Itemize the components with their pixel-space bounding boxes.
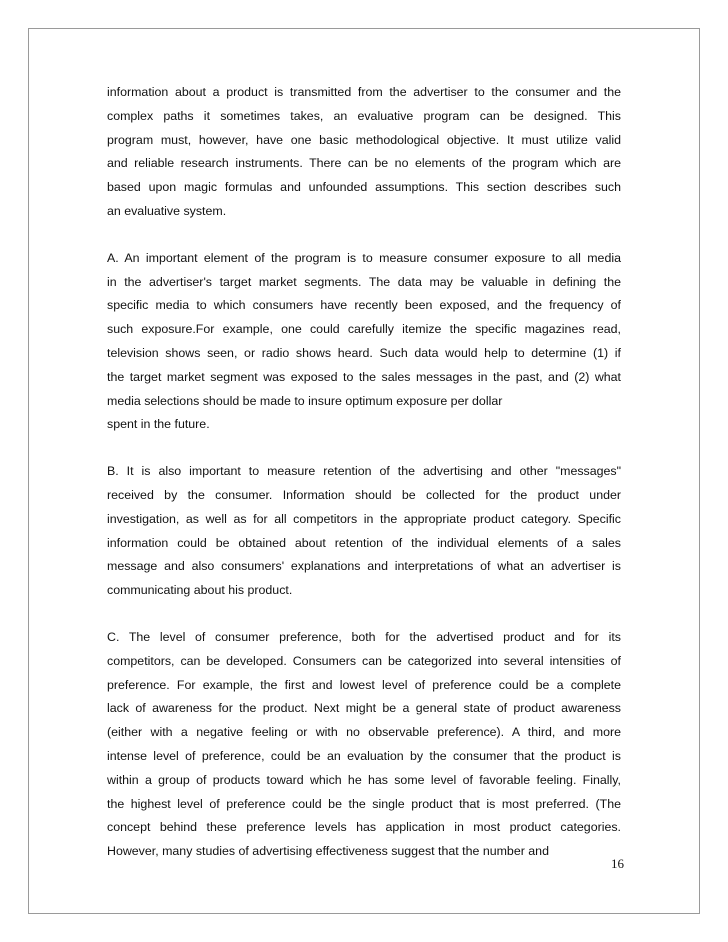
page-number: 16 — [611, 856, 624, 871]
text-line: based upon magic formulas and unfounded assumptions. This section describes such — [107, 180, 621, 195]
text-line: B. It is also important to measure retention of the advertising and other "messages" — [107, 464, 621, 479]
text-line: investigation, as well as for all competitors in the appropriate product category. Specific — [107, 511, 621, 526]
text-line: intense level of preference, could be an evaluation by the consumer that the product is — [107, 748, 621, 763]
text-line: lack of awareness for the product. Next might be a general state of product awareness — [107, 701, 621, 716]
text-line: the highest level of preference could be the single product that is most preferred. (The — [107, 796, 621, 811]
text-line: media selections should be made to insure optimum exposure per dollar — [107, 393, 503, 408]
text-line: information about a product is transmitted from the advertiser to the consumer and the — [107, 85, 621, 99]
text-line: preference. For example, the first and lowest level of preference could be a complete — [107, 677, 621, 692]
paragraph-section-b — [107, 460, 621, 603]
text-line: information could be obtained about retention of the individual elements of a sales — [107, 535, 621, 550]
text-line: such exposure.For example, one could carefully itemize the specific magazines read, — [107, 322, 621, 337]
text-line: complex paths it sometimes takes, an evaluative program can be designed. This — [107, 108, 621, 123]
text-line: concept behind these preference levels has application in most product categories. — [107, 820, 621, 835]
text-line: (either with a negative feeling or with no observable preference). A third, and more — [107, 725, 621, 740]
text-line: program must, however, have one basic methodological objective. It must utilize valid — [107, 132, 621, 147]
paragraph-section-c — [107, 626, 621, 864]
text-line: However, many studies of advertising effectiveness suggest that the number and — [107, 844, 549, 859]
paragraph-section-a — [107, 247, 621, 437]
text-line: within a group of products toward which he has some level of favorable feeling. Finally, — [107, 772, 621, 787]
text-line: communicating about his product. — [107, 583, 293, 598]
text-line: an evaluative system. — [107, 203, 227, 218]
text-line: specific media to which consumers have recently been exposed, and the frequency of — [107, 298, 621, 313]
text-line: in the advertiser's target market segments. The data may be valuable in defining the — [107, 274, 621, 289]
document-body — [107, 81, 621, 864]
text-line: C. The level of consumer preference, both for the advertised product and for its — [107, 629, 621, 644]
text-line: A. An important element of the program is to measure consumer exposure to all media — [107, 250, 621, 265]
text-line: message and also consumers' explanations and interpretations of what an advertiser is — [107, 559, 621, 574]
text-line: and reliable research instruments. There can be no elements of the program which are — [107, 156, 621, 171]
paragraph-gap — [107, 224, 621, 247]
text-line: spent in the future. — [107, 417, 210, 432]
paragraph-intro — [107, 81, 621, 224]
paragraph-gap — [107, 603, 621, 626]
paragraph-gap — [107, 437, 621, 460]
text-line: the target market segment was exposed to the sales messages in the past, and (2) what — [107, 369, 621, 384]
text-line: television shows seen, or radio shows heard. Such data would help to determine (1) if — [107, 345, 621, 360]
text-line: competitors, can be developed. Consumers can be categorized into several intensities of — [107, 653, 621, 668]
text-line: received by the consumer. Information should be collected for the product under — [107, 487, 621, 502]
